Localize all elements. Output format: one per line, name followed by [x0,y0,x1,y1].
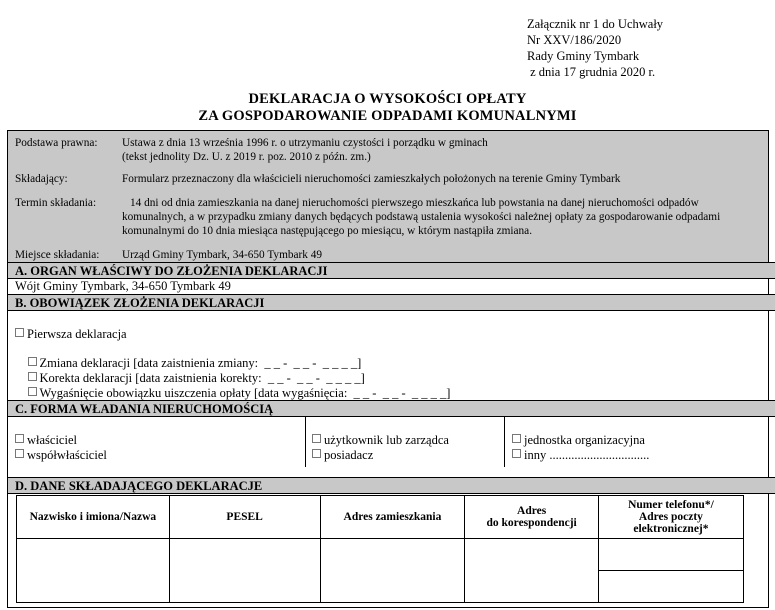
header-line: Adres [517,505,547,517]
checkbox-icon[interactable] [512,434,521,443]
option-label: użytkownik lub zarządca [324,433,449,447]
checkbox-icon[interactable] [15,449,24,458]
divider [305,417,306,467]
option-label: jednostka organizacyjna [524,433,645,447]
option-label: właściciel [27,433,77,447]
table-header-row [17,496,744,539]
option-label: posiadacz [324,448,374,462]
option-label: Wygaśnięcie obowiązku uiszczenia opłaty [data wygaśnięcia: _ _ - _ _ - _ _ _ _] [39,386,451,400]
col-name-header: Nazwisko i imiona/Nazwa [17,496,170,539]
annex-header [527,16,663,80]
declaration-form [7,130,769,608]
miejsce-row [8,248,768,262]
option-posiadacz[interactable] [312,448,373,462]
title-line: ZA GOSPODAROWANIE ODPADAMI KOMUNALNYMI [198,108,577,124]
checkbox-icon[interactable] [15,328,24,337]
checkbox-icon[interactable] [512,449,521,458]
address-cell[interactable] [320,539,465,603]
col-address-header: Adres zamieszkania [320,496,465,539]
option-label: inny ................................ [524,448,650,462]
name-cell[interactable] [17,539,170,603]
section-a-value: Wójt Gminy Tymbark, 34-650 Tymbark 49 [15,279,231,293]
col-correspondence-header [465,496,598,539]
podstawa-row [8,136,768,166]
pesel-cell[interactable] [169,539,320,603]
table-row [17,539,744,571]
col-phone-header [598,496,743,539]
section-b-title: B. OBOWIĄZEK ZŁOŻENIA DEKLARACJI [8,294,775,311]
option-label: Pierwsza deklaracja [27,327,127,341]
section-d-title: D. DANE SKŁADAJĄCEGO DEKLARACJE [8,477,775,494]
divider [504,417,505,467]
option-jednostka[interactable] [512,433,645,447]
skladajacy-value: Formularz przeznaczony dla właścicieli nieruchomości zamieszkałych położonych na terenie Gminy Tymbark [122,173,621,185]
option-uzytkownik[interactable] [312,433,449,447]
checkbox-icon[interactable] [312,434,321,443]
col-pesel-header: PESEL [169,496,320,539]
skladajacy-label: Składający: [15,173,68,185]
skladajacy-row [8,172,768,187]
termin-value: 14 dni od dnia zamieszkania na danej nieruchomości pierwszego mieszkańca lub powstania na danej nieruchomości odpadów komunalnych, a w przypadku zmiany danych będących podstawą ustalenia wysokości należnej opłaty za gospodarowanie odpadami komunalnymi do 10 dnia miesiąca następującego po miesiącu, w którym nastąpiła zmiana. [122,197,721,237]
option-label: Korekta deklaracji [data zaistnienia korekty: _ _ - _ _ - _ _ _ _] [39,371,365,385]
header-line: Adres poczty [638,511,703,523]
title-line: DEKLARACJA O WYSOKOŚCI OPŁATY [248,91,527,107]
option-label: Zmiana deklaracji [data zaistnienia zmiany: _ _ - _ _ - _ _ _ _] [39,356,362,370]
email-cell[interactable] [598,571,743,603]
option-wlasciciel[interactable] [15,433,77,447]
correspondence-cell[interactable] [465,539,598,603]
annex-line: z dnia 17 grudnia 2020 r. [527,65,656,79]
checkbox-icon[interactable] [312,449,321,458]
checkbox-icon[interactable] [15,434,24,443]
section-c-title: C. FORMA WŁADANIA NIERUCHOMOŚCIĄ [8,400,775,417]
podstawa-value-line: Ustawa z dnia 13 września 1996 r. o utrzymaniu czystości i porządku w gminach [122,137,488,149]
document-title [0,91,775,125]
termin-label: Termin składania: [15,197,97,209]
option-wspolwlasciciel[interactable] [15,448,107,462]
header-line: do korespondencji [486,517,577,529]
section-a-title: A. ORGAN WŁAŚCIWY DO ZŁOŻENIA DEKLARACJI [8,262,775,279]
checkbox-icon[interactable] [28,387,37,396]
header-line: elektronicznej* [633,523,709,535]
termin-row [8,196,768,241]
applicant-table [16,495,744,603]
header-line: Numer telefonu*/ [628,499,714,511]
podstawa-label: Podstawa prawna: [15,137,98,149]
annex-line: Rady Gminy Tymbark [527,49,640,63]
podstawa-value [122,136,762,164]
annex-line: Załącznik nr 1 do Uchwały [527,17,664,31]
miejsce-label: Miejsce składania: [15,249,100,261]
phone-cell[interactable] [598,539,743,571]
option-pierwsza[interactable] [15,327,127,341]
option-inny[interactable] [512,448,649,462]
option-label: współwłaściciel [27,448,107,462]
podstawa-value-line: (tekst jednolity Dz. U. z 2019 r. poz. 2010 z późn. zm.) [122,151,371,163]
annex-line: Nr XXV/186/2020 [527,33,622,47]
miejsce-value: Urząd Gminy Tymbark, 34-650 Tymbark 49 [122,249,323,261]
